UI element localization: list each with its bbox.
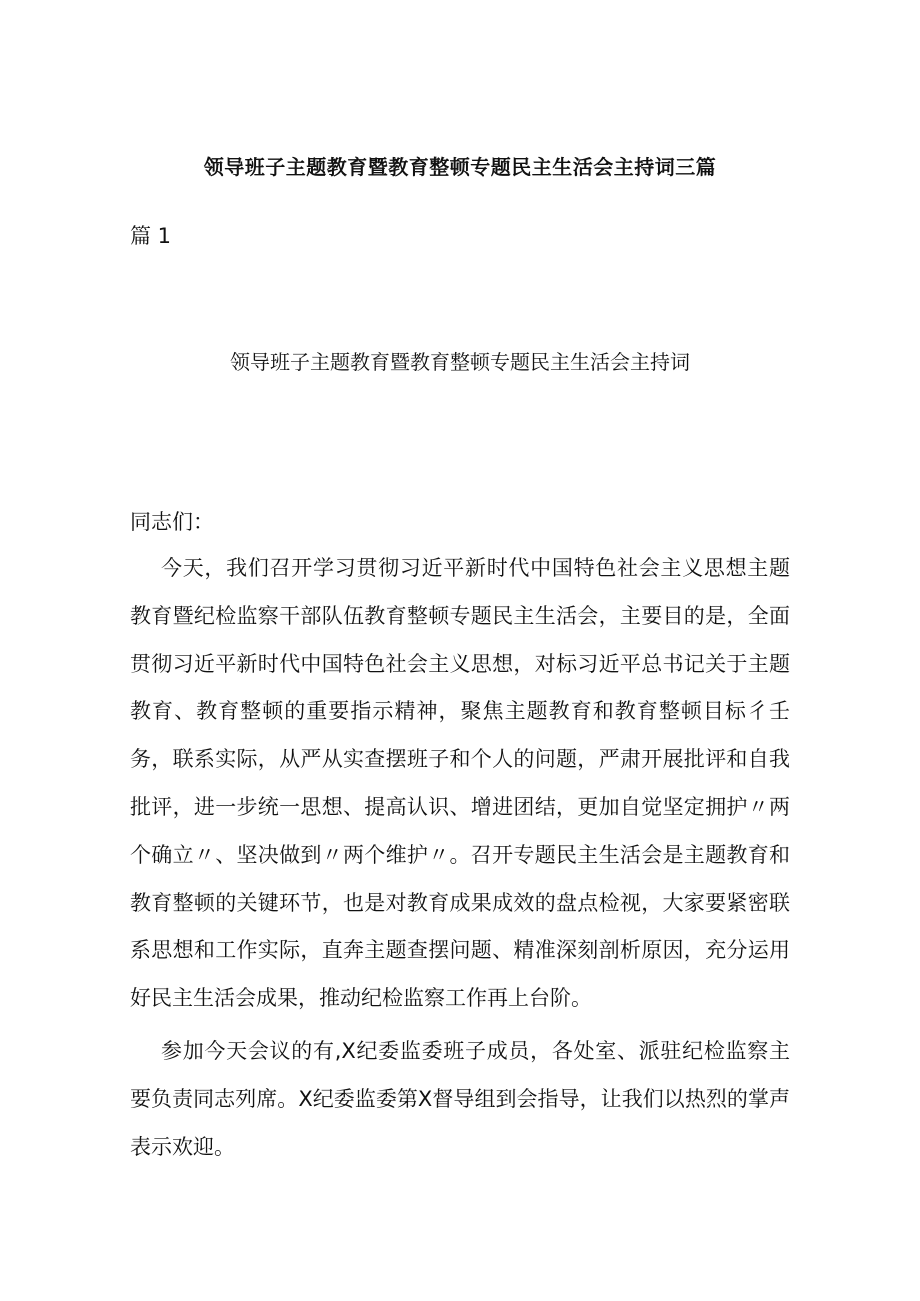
document-title: 领导班子主题教育暨教育整顿专题民主生活会主持词三篇 xyxy=(203,155,717,179)
paragraph-attendees: 参加今天会议的有,X纪委监委班子成员，各处室、派驻纪检监察主要负责同志列席。X纪委监委第X督导组到会指导，让我们以热烈的掌声表示欢迎。 xyxy=(130,1039,790,1159)
section-label: 篇 1 xyxy=(130,224,172,248)
speech-subtitle: 领导班子主题教育暨教育整顿专题民主生活会主持词 xyxy=(230,350,690,374)
paragraph-opening: 今天，我们召开学习贯彻习近平新时代中国特色社会主义思想主题教育暨纪检监察干部队伍教育整顿专题民主生活会，主要目的是，全面贯彻习近平新时代中国特色社会主义思想，对标习近平总书记关于主题教育、教育整顿的重要指示精神，聚焦主题教育和教育整顿目标彳壬务，联系实际，从严从实查摆班子和个人的问题，严肃开展批评和自我批评，进一步统一思想、提高认识、增进团结，更加自觉坚定拥护〃两个确立〃、坚决做到〃两个维护〃。召开专题民主生活会是主题教育和教育整顿的关键环节，也是对教育成果成效的盘点检视，大家要紧密联系思想和工作实际，直奔主题查摆问题、精准深刻剖析原因，充分运用好民主生活会成果，推动纪检监察工作再上台阶。 xyxy=(130,556,790,1011)
greeting: 同志们： xyxy=(130,510,214,534)
